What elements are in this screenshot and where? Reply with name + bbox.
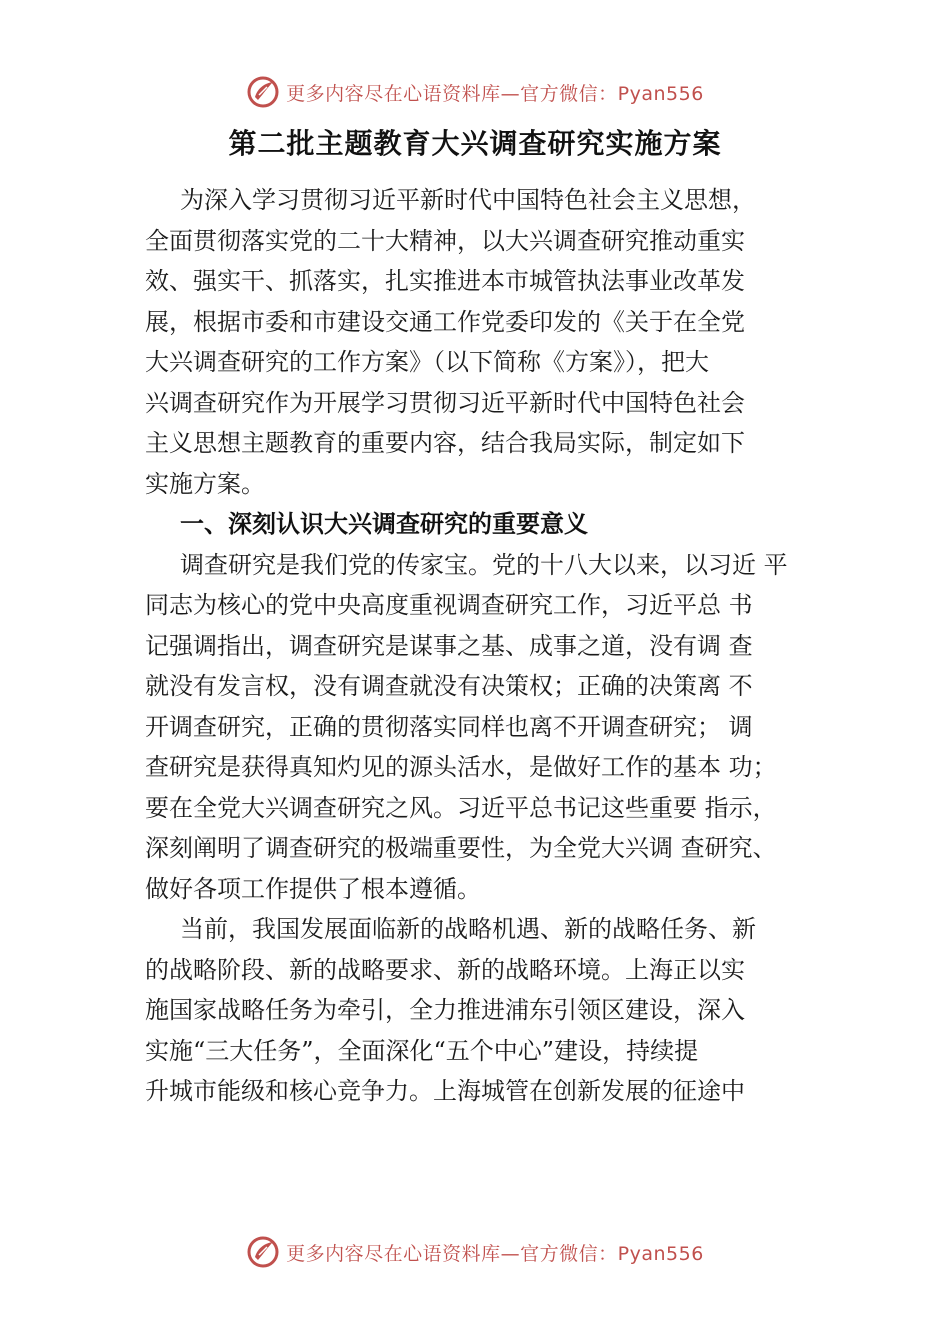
paragraph-line: 同志为核心的党中央高度重视调查研究工作，习近平总 书 xyxy=(145,591,753,619)
red-circle-logo-icon xyxy=(246,75,280,109)
paragraph-line: 要在全党大兴调查研究之风。习近平总书记这些重要 指示， xyxy=(145,793,777,822)
paragraph-line: 施国家战略任务为牵引，全力推进浦东引领区建设，深入 xyxy=(145,996,745,1024)
paragraph-line: 记强调指出，调查研究是谋事之基、成事之道，没有调 查 xyxy=(145,631,753,660)
footer-watermark-banner xyxy=(0,1232,950,1272)
header-watermark-text: 更多内容尽在心语资料库—官方微信：Pyan556 xyxy=(286,82,704,105)
paragraph-line: 兴调查研究作为开展学习贯彻习近平新时代中国特色社会 xyxy=(145,388,745,417)
paragraph-line: 就没有发言权，没有调查就没有决策权；正确的决策离 不 xyxy=(145,672,753,700)
footer-watermark xyxy=(246,1235,704,1269)
paragraph-line: 主义思想主题教育的重要内容，结合我局实际，制定如下 xyxy=(145,429,745,457)
footer-watermark-text: 更多内容尽在心语资料库—官方微信：Pyan556 xyxy=(286,1242,704,1265)
header-watermark xyxy=(246,75,704,109)
paragraph-line: 深刻阐明了调查研究的极端重要性，为全党大兴调 查研究、 xyxy=(145,834,777,862)
section-heading: 一、深刻认识大兴调查研究的重要意义 xyxy=(180,510,588,538)
paragraph-intro xyxy=(145,180,825,504)
paragraph-line: 展，根据市委和市建设交通工作党委印发的《关于在全党 xyxy=(145,307,745,336)
paragraph-line: 为深入学习贯彻习近平新时代中国特色社会主义思想， xyxy=(180,186,756,214)
paragraph-current-situation xyxy=(145,909,825,1112)
paragraph-line: 查研究是获得真知灼见的源头活水，是做好工作的基本 功； xyxy=(145,753,777,781)
paragraph-line: 实施“三大任务”，全面深化“五个中心”建设，持续提 xyxy=(145,1036,699,1065)
paragraph-line: 大兴调查研究的工作方案》（以下简称《方案》），把大 xyxy=(145,348,709,376)
paragraph-line: 调查研究是我们党的传家宝。党的十八大以来，以习近 平 xyxy=(180,550,788,579)
paragraph-line: 升城市能级和核心竞争力。上海城管在创新发展的征途中 xyxy=(145,1077,745,1105)
paragraph-line: 的战略阶段、新的战略要求、新的战略环境。上海正以实 xyxy=(145,955,745,984)
paragraph-line: 全面贯彻落实党的二十大精神，以大兴调查研究推动重实 xyxy=(145,226,745,255)
paragraph-line: 做好各项工作提供了根本遵循。 xyxy=(145,874,481,903)
paragraph-line: 开调查研究，正确的贯彻落实同样也离不开调查研究； 调 xyxy=(145,712,753,741)
paragraph-line: 实施方案。 xyxy=(145,469,265,498)
paragraph-significance xyxy=(145,545,825,910)
document-title: 第二批主题教育大兴调查研究实施方案 xyxy=(228,127,722,160)
red-circle-logo-icon xyxy=(246,1235,280,1269)
paragraph-line: 效、强实干、抓落实，扎实推进本市城管执法事业改革发 xyxy=(145,267,745,295)
document-body xyxy=(145,180,825,1112)
header-watermark-banner xyxy=(0,72,950,112)
paragraph-line: 当前，我国发展面临新的战略机遇、新的战略任务、新 xyxy=(180,915,756,943)
